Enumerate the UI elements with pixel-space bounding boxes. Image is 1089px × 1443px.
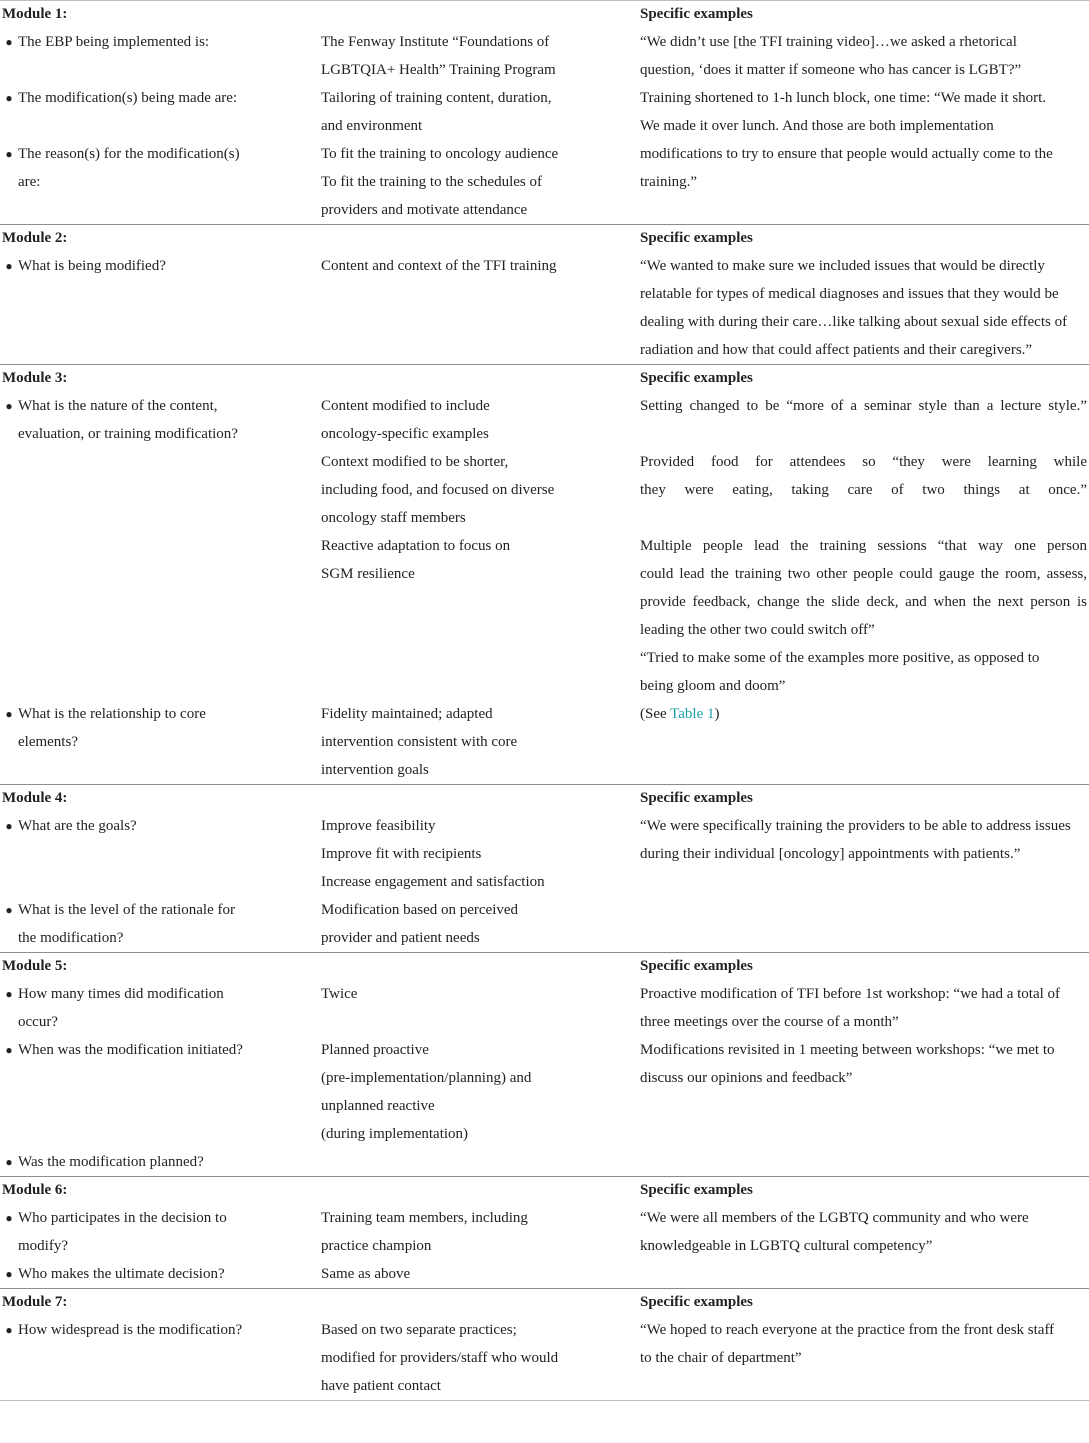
text-line: To fit the training to oncology audience — [321, 146, 559, 162]
question-text — [18, 980, 263, 1036]
text-line: How widespread is the modification? — [18, 1322, 243, 1338]
text-line: Planned proactive — [321, 1042, 429, 1058]
question-text — [18, 84, 263, 140]
table-link[interactable]: Table 1 — [670, 706, 715, 722]
text-line: Setting changed to be “more of a seminar style than a lecture style.” — [640, 398, 1087, 414]
example-cell — [640, 700, 1087, 784]
text-line: intervention goals — [321, 762, 429, 778]
question-cell — [0, 252, 321, 364]
text-line: Improve feasibility — [321, 818, 436, 834]
answer-cell — [321, 1036, 640, 1148]
question-text — [18, 1316, 263, 1400]
text-line: “We were all members of the LGBTQ community and who were — [640, 1210, 1029, 1226]
module-section — [0, 1176, 1089, 1288]
text-line: Content modified to include — [321, 398, 490, 414]
text-line — [640, 504, 1087, 532]
bullet-icon: ● — [5, 1267, 13, 1281]
bullet-icon: ● — [5, 35, 13, 49]
text-line: leading the other two could switch off” — [640, 622, 875, 638]
text-line: Tailoring of training content, duration, — [321, 90, 552, 106]
text-line: Provided food for attendees so “they were learning while — [640, 454, 1087, 470]
answer-cell — [321, 252, 640, 364]
module-section — [0, 784, 1089, 952]
text-line: Reactive adaptation to focus on — [321, 538, 511, 554]
text-line: Training team members, including — [321, 1210, 528, 1226]
examples-header: Specific examples — [640, 1182, 753, 1198]
module-section — [0, 364, 1089, 784]
module-section — [0, 1288, 1089, 1401]
text-line: SGM resilience — [321, 566, 415, 582]
text-line: are: — [18, 174, 41, 190]
example-cell — [640, 1260, 1087, 1288]
text-line: Content and context of the TFI training — [321, 258, 557, 274]
question-cell — [0, 28, 321, 84]
module-title: Module 3: — [2, 370, 68, 386]
examples-header: Specific examples — [640, 790, 753, 806]
module-section — [0, 224, 1089, 364]
text-line: modifications to try to ensure that people would actually come to the — [640, 146, 1053, 162]
text-line: three meetings over the course of a month” — [640, 1014, 899, 1030]
text-line: The reason(s) for the modification(s) — [18, 146, 240, 162]
table-row — [0, 140, 1089, 224]
bullet-icon: ● — [5, 987, 13, 1001]
examples-header: Specific examples — [640, 6, 753, 22]
text-line: “We hoped to reach everyone at the practice from the front desk staff — [640, 1322, 1055, 1338]
text-line: What is the relationship to core — [18, 706, 206, 722]
text-line: The EBP being implemented is: — [18, 34, 210, 50]
text-line: modify? — [18, 1238, 68, 1254]
text-line: Modification based on perceived — [321, 902, 519, 918]
answer-cell — [321, 84, 640, 140]
text-line: Fidelity maintained; adapted — [321, 706, 493, 722]
text-line: Proactive modification of TFI before 1st workshop: “we had a total of — [640, 986, 1061, 1002]
table-row — [0, 1316, 1089, 1400]
text-line: question, ‘does it matter if someone who has cancer is LGBT?” — [640, 62, 1022, 78]
table-row — [0, 84, 1089, 140]
module-header — [0, 1289, 1089, 1316]
examples-header: Specific examples — [640, 958, 753, 974]
question-cell — [0, 1148, 321, 1176]
text-line: oncology staff members — [321, 510, 466, 526]
module-title: Module 7: — [2, 1294, 68, 1310]
text-line: What is the nature of the content, — [18, 398, 218, 414]
bullet-icon: ● — [5, 1043, 13, 1057]
bullet-icon: ● — [5, 259, 13, 273]
bullet-icon: ● — [5, 707, 13, 721]
text-line: Who makes the ultimate decision? — [18, 1266, 225, 1282]
text-line: Same as above — [321, 1266, 411, 1282]
question-text — [18, 1148, 263, 1176]
text-line: Improve fit with recipients — [321, 846, 482, 862]
text-line: they were eating, taking care of two things at once.” — [640, 482, 1087, 498]
example-cell — [640, 140, 1087, 224]
example-cell — [640, 1204, 1087, 1260]
table-row — [0, 700, 1089, 784]
module-title: Module 6: — [2, 1182, 68, 1198]
question-cell — [0, 1036, 321, 1148]
text-line: including food, and focused on diverse — [321, 482, 555, 498]
text-line: during their individual [oncology] appointments with patients.” — [640, 846, 1021, 862]
text-line: (pre-implementation/planning) and — [321, 1070, 532, 1086]
text-line: to the chair of department” — [640, 1350, 802, 1366]
text-line: practice champion — [321, 1238, 432, 1254]
text-line: relatable for types of medical diagnoses and issues that they would be — [640, 286, 1059, 302]
module-title: Module 5: — [2, 958, 68, 974]
table-row — [0, 1204, 1089, 1260]
question-cell — [0, 140, 321, 224]
answer-cell — [321, 1148, 640, 1176]
text-line: and environment — [321, 118, 423, 134]
text-line: “Tried to make some of the examples more positive, as opposed to — [640, 650, 1040, 666]
examples-header: Specific examples — [640, 230, 753, 246]
text-line: being gloom and doom” — [640, 678, 786, 694]
table-row — [0, 392, 1089, 700]
module-header — [0, 785, 1089, 812]
text-line — [640, 700, 1087, 728]
example-cell — [640, 392, 1087, 700]
module-header — [0, 1177, 1089, 1204]
module-header — [0, 225, 1089, 252]
question-text — [18, 1260, 263, 1288]
answer-cell — [321, 1260, 640, 1288]
answer-cell — [321, 980, 640, 1036]
text-line: providers and motivate attendance — [321, 202, 528, 218]
module-section — [0, 952, 1089, 1176]
question-cell — [0, 812, 321, 896]
example-cell — [640, 980, 1087, 1036]
text-line: provide feedback, change the slide deck, and when the next person is — [640, 594, 1087, 610]
example-cell — [640, 812, 1087, 896]
example-cell — [640, 28, 1087, 84]
bullet-icon: ● — [5, 1323, 13, 1337]
text-line: To fit the training to the schedules of — [321, 174, 542, 190]
text-line: occur? — [18, 1014, 58, 1030]
answer-cell — [321, 392, 640, 700]
bullet-icon: ● — [5, 147, 13, 161]
text-line: The modification(s) being made are: — [18, 90, 238, 106]
module-header — [0, 953, 1089, 980]
answer-cell — [321, 140, 640, 224]
text-line: “We wanted to make sure we included issues that would be directly — [640, 258, 1045, 274]
text-line — [640, 420, 1087, 448]
example-suffix: ) — [714, 706, 720, 722]
text-line: Based on two separate practices; — [321, 1322, 517, 1338]
text-line: How many times did modification — [18, 986, 224, 1002]
answer-cell — [321, 28, 640, 84]
question-cell — [0, 1260, 321, 1288]
example-cell — [640, 896, 1087, 952]
answer-cell — [321, 896, 640, 952]
question-text — [18, 700, 263, 784]
question-cell — [0, 700, 321, 784]
text-line: “We were specifically training the providers to be able to address issues — [640, 818, 1071, 834]
text-line: provider and patient needs — [321, 930, 480, 946]
question-cell — [0, 980, 321, 1036]
example-cell — [640, 252, 1087, 364]
table-row — [0, 980, 1089, 1036]
answer-cell — [321, 812, 640, 896]
text-line: unplanned reactive — [321, 1098, 435, 1114]
module-title: Module 4: — [2, 790, 68, 806]
text-line: We made it over lunch. And those are both implementation — [640, 118, 994, 134]
text-line: Was the modification planned? — [18, 1154, 204, 1170]
table-row — [0, 1148, 1089, 1176]
table-row — [0, 252, 1089, 364]
examples-header: Specific examples — [640, 370, 753, 386]
table-row — [0, 812, 1089, 896]
text-line: intervention consistent with core — [321, 734, 518, 750]
text-line: evaluation, or training modification? — [18, 426, 238, 442]
question-text — [18, 392, 263, 700]
text-line: The Fenway Institute “Foundations of — [321, 34, 550, 50]
question-text — [18, 140, 263, 224]
question-text — [18, 896, 263, 952]
text-line: Twice — [321, 986, 358, 1002]
question-cell — [0, 392, 321, 700]
text-line: What is being modified? — [18, 258, 166, 274]
text-line: Training shortened to 1-h lunch block, one time: “We made it short. — [640, 90, 1047, 106]
text-line: What are the goals? — [18, 818, 137, 834]
example-cell — [640, 1316, 1087, 1400]
text-line: knowledgeable in LGBTQ cultural competency” — [640, 1238, 933, 1254]
question-text — [18, 1204, 263, 1260]
example-cell — [640, 1148, 1087, 1176]
table-row — [0, 1036, 1089, 1148]
bullet-icon: ● — [5, 903, 13, 917]
text-line: radiation and how that could affect patients and their caregivers.” — [640, 342, 1033, 358]
question-cell — [0, 896, 321, 952]
module-header — [0, 365, 1089, 392]
bullet-icon: ● — [5, 1155, 13, 1169]
text-line: Modifications revisited in 1 meeting between workshops: “we met to — [640, 1042, 1055, 1058]
text-line: Context modified to be shorter, — [321, 454, 509, 470]
text-line: oncology-specific examples — [321, 426, 489, 442]
question-cell — [0, 1316, 321, 1400]
question-text — [18, 812, 263, 896]
text-line: training.” — [640, 174, 698, 190]
table-row — [0, 28, 1089, 84]
answer-cell — [321, 700, 640, 784]
text-line: elements? — [18, 734, 78, 750]
module-section — [0, 0, 1089, 224]
bullet-icon: ● — [5, 1211, 13, 1225]
answer-cell — [321, 1316, 640, 1400]
example-cell — [640, 84, 1087, 140]
module-header — [0, 1, 1089, 28]
table-row — [0, 896, 1089, 952]
question-cell — [0, 84, 321, 140]
examples-header: Specific examples — [640, 1294, 753, 1310]
text-line: Multiple people lead the training sessions “that way one person — [640, 538, 1087, 554]
example-cell — [640, 1036, 1087, 1148]
answer-cell — [321, 1204, 640, 1260]
text-line: could lead the training two other people could gauge the room, assess, — [640, 566, 1087, 582]
question-text — [18, 252, 263, 364]
text-line: the modification? — [18, 930, 124, 946]
text-line: have patient contact — [321, 1378, 441, 1394]
text-line: discuss our opinions and feedback” — [640, 1070, 853, 1086]
example-prefix: (See — [640, 706, 671, 722]
bullet-icon: ● — [5, 399, 13, 413]
text-line: modified for providers/staff who would — [321, 1350, 559, 1366]
module-title: Module 2: — [2, 230, 68, 246]
question-text — [18, 28, 263, 84]
text-line: (during implementation) — [321, 1126, 469, 1142]
text-line: Increase engagement and satisfaction — [321, 874, 545, 890]
text-line: When was the modification initiated? — [18, 1042, 243, 1058]
text-line: LGBTQIA+ Health” Training Program — [321, 62, 556, 78]
module-title: Module 1: — [2, 6, 68, 22]
table-row — [0, 1260, 1089, 1288]
question-cell — [0, 1204, 321, 1260]
text-line: dealing with during their care…like talking about sexual side effects of — [640, 314, 1068, 330]
text-line: “We didn’t use [the TFI training video]…we asked a rhetorical — [640, 34, 1017, 50]
text-line: What is the level of the rationale for — [18, 902, 235, 918]
question-text — [18, 1036, 263, 1148]
bullet-icon: ● — [5, 91, 13, 105]
text-line: Who participates in the decision to — [18, 1210, 227, 1226]
bullet-icon: ● — [5, 819, 13, 833]
